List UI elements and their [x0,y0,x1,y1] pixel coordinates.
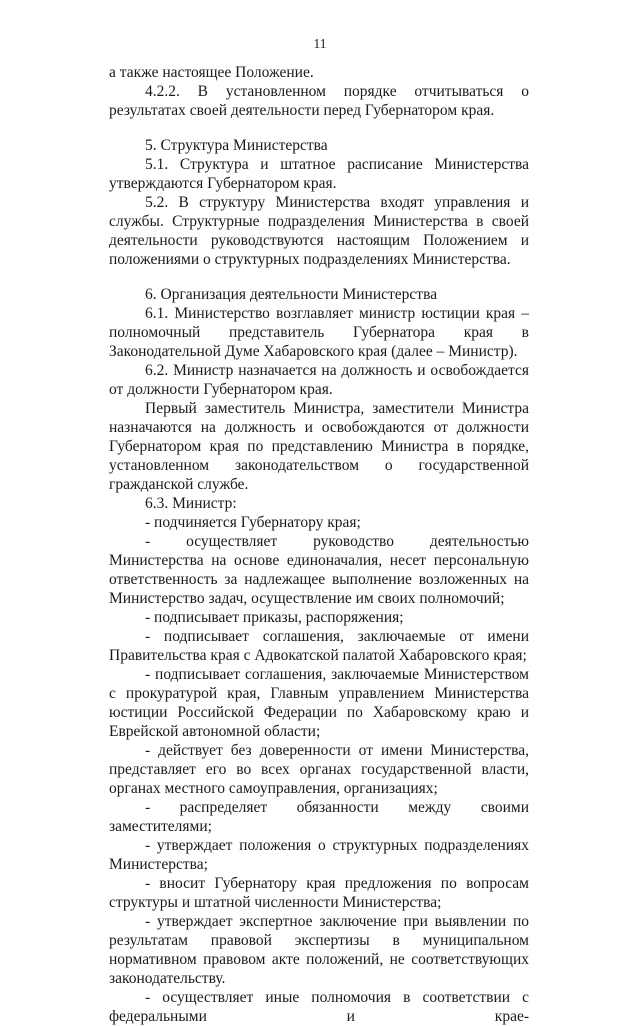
section-gap [109,269,529,285]
list-item: - осуществляет иные полномочия в соответствии с федеральными и крае- [109,989,529,1025]
list-item: - распределяет обязанности между своими заместителями; [109,799,529,835]
paragraph-6-2-deputies: Первый заместитель Министра, заместители Министра назначаются на должность и освобождаются от должности Губернатором края по представлению Министра в порядке, установленном законодательством о государственной гражданской службе. [109,400,529,493]
list-item: - подписывает соглашения, заключаемые Министерством с прокуратурой края, Главным управлением Министерства юстиции Российской Федерации по Хабаровскому краю и Еврейской автономной области; [109,666,529,740]
list-item: - подчиняется Губернатору края; [145,514,361,531]
paragraph-continuation: а также настоящее Положение. [109,64,314,81]
document-body [109,63,529,1026]
list-item: - действует без доверенности от имени Министерства, представляет его во всех органах государственной власти, органах местного самоуправления, организациях; [109,742,529,797]
paragraph-6-1: 6.1. Министерство возглавляет министр юстиции края – полномочный представитель Губернатора края в Законодательной Думе Хабаровского края (далее – Министр). [109,305,529,360]
list-item: - утверждает положения о структурных подразделениях Министерства; [109,837,529,873]
section-5-heading: 5. Структура Министерства [145,137,328,154]
list-item: - утверждает экспертное заключение при выявлении по результатам правовой экспертизы в муниципальном нормативном правовом акте положений, не соответствующих законодательству. [109,913,529,987]
paragraph-5-1: 5.1. Структура и штатное расписание Министерства утверждаются Губернатором края. [109,156,529,192]
list-item: - подписывает соглашения, заключаемые от имени Правительства края с Адвокатской палатой Хабаровского края; [109,628,529,664]
paragraph-5-2: 5.2. В структуру Министерства входят управления и службы. Структурные подразделения Министерства в своей деятельности руководствуются настоящим Положением и положениями о структурных подразделениях Министерства. [109,194,529,268]
list-item: - осуществляет руководство деятельностью Министерства на основе единоначалия, несет персональную ответственность за надлежащее выполнение возложенных на Министерство задач, осуществление им своих полномочий; [109,533,529,607]
section-6-heading: 6. Организация деятельности Министерства [145,286,438,303]
section-gap [109,120,529,136]
paragraph-6-2: 6.2. Министр назначается на должность и освобождается от должности Губернатором края. [109,362,529,398]
list-item: - подписывает приказы, распоряжения; [145,609,404,626]
paragraph-6-3: 6.3. Министр: [145,495,237,512]
paragraph-4-2-2: 4.2.2. В установленном порядке отчитываться о результатах своей деятельности перед Губернатором края. [109,83,529,119]
page-number: 11 [313,36,327,51]
list-item: - вносит Губернатору края предложения по вопросам структуры и штатной численности Министерства; [109,875,529,911]
